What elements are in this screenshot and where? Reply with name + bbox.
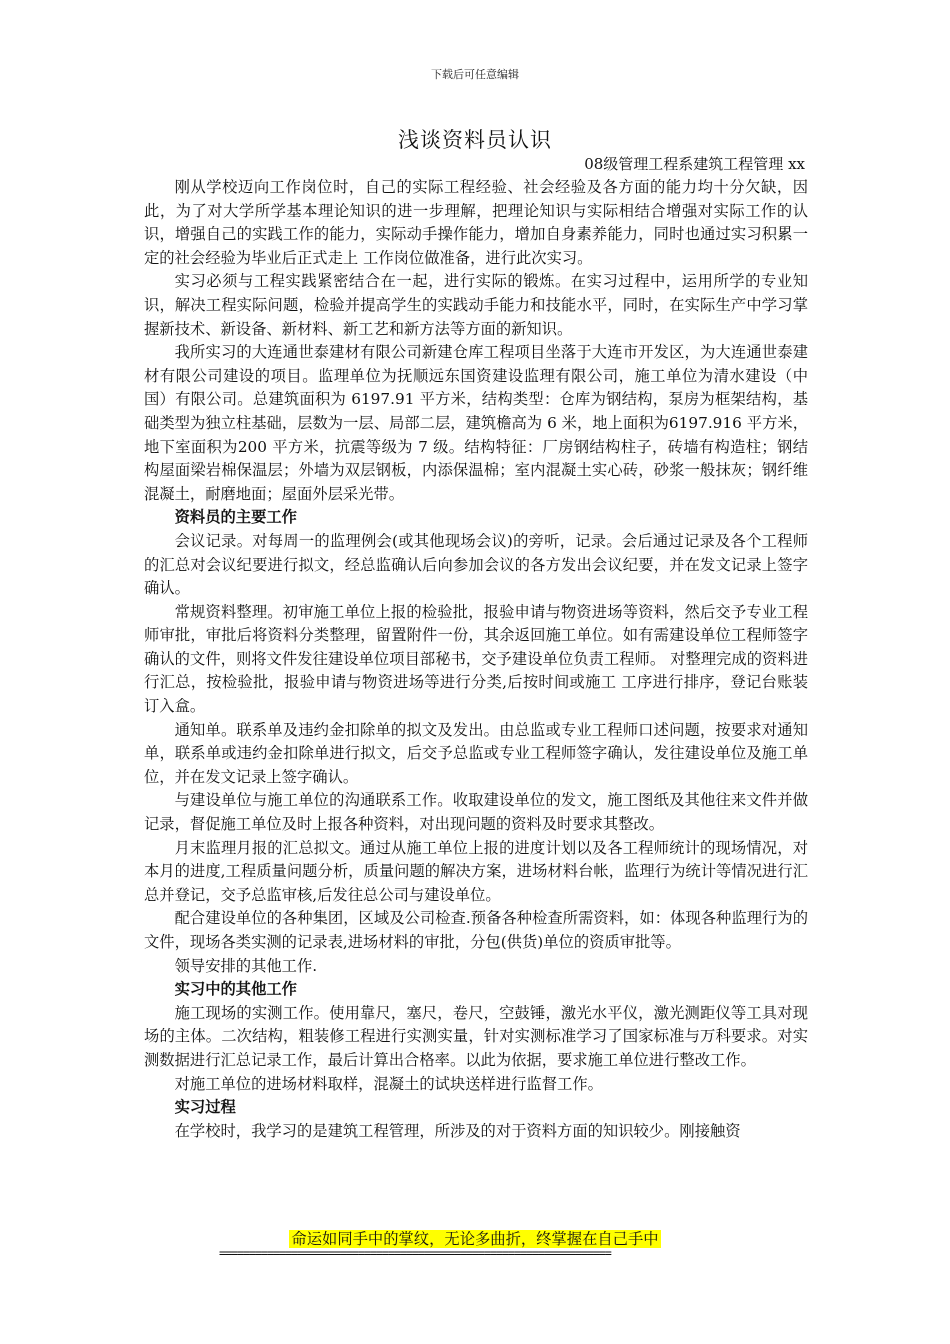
section-heading-other-work: 实习中的其他工作: [174, 980, 297, 999]
intro-paragraph: 我所实习的大连通世泰建材有限公司新建仓库工程项目坐落于大连市开发区，为大连通世泰建材有限公司建设的项目。监理单位为抚顺远东国资建设监理有限公司，施工单位为清水建设（中国）有限公司。总建筑面积为 6197.91 平方米，结构类型：仓库为钢结构，泵房为框架结构，基础类型为独立柱基础，层数为一层、局部二层，建筑檐高为 6 米，地上面积为6197.916 平方米，地下室面积为200 平方米，抗震等级为 7 级。结构特征：厂房钢结构柱子，砖墙有构造柱；钢结构屋面梁岩棉保温层；外墙为双层钢板，内添保温棉；室内混凝土实心砖，砂浆一般抹灰；钢纤维混凝土，耐磨地面；屋面外层采光带。: [144, 343, 808, 503]
section-heading-main-work: 资料员的主要工作: [174, 508, 297, 527]
section-paragraph: 领导安排的其他工作.: [174, 956, 318, 975]
section-paragraph: 月末监理月报的汇总拟文。通过从施工单位上报的进度计划以及各工程师统计的现场情况，对本月的进度,工程质量问题分析，质量问题的解决方案，进场材料台帐，监理行为统计等情况进行汇总并登记，交予总监审核,后发往总公司与建设单位。: [144, 838, 808, 904]
section-paragraph: 通知单。联系单及违约金扣除单的拟文及发出。由总监或专业工程师口述问题，按要求对通知单，联系单或违约金扣除单进行拟文，后交予总监或专业工程师签字确认，发往建设单位及施工单位，并在发文记录上签字确认。: [144, 720, 808, 786]
document-title: 浅谈资料员认识: [398, 128, 552, 152]
section-paragraph: 常规资料整理。初审施工单位上报的检验批，报验申请与物资进场等资料，然后交予专业工程师审批，审批后将资料分类整理，留置附件一份，其余返回施工单位。如有需建设单位工程师签字确认的文件，则将文件发往建设单位项目部秘书，交予建设单位负责工程师。 对整理完成的资料进行汇总，按检验批，报验申请与物资进场等进行分类,后按时间或施工 工序进行排序，登记台账装订入盒。: [144, 602, 808, 716]
section-paragraph: 施工现场的实测工作。使用靠尺，塞尺，卷尺，空鼓锤，激光水平仪，激光测距仪等工具对现场的主体。二次结构，粗装修工程进行实测实量，针对实测标准学习了国家标准与万科要求。对实测数据进行汇总记录工作，最后计算出合格率。以此为依据，要求施工单位进行整改工作。: [144, 1003, 808, 1069]
footer-banner: [0, 1227, 950, 1249]
section-paragraph: 在学校时，我学习的是建筑工程管理，所涉及的对于资料方面的知识较少。刚接触资: [174, 1121, 741, 1140]
page-header-note: 下载后可任意编辑: [431, 68, 519, 81]
section-paragraph: 对施工单位的进场材料取样，混凝土的试块送样进行监督工作。: [174, 1074, 603, 1093]
document-body: [144, 176, 808, 1143]
section-paragraph: 与建设单位与施工单位的沟通联系工作。收取建设单位的发文，施工图纸及其他往来文件并做记录，督促施工单位及时上报各种资料，对出现问题的资料及时要求其整改。: [144, 791, 808, 834]
intro-paragraph: 实习必须与工程实践紧密结合在一起，进行实际的锻炼。在实习过程中，运用所学的专业知识，解决工程实际问题，检验并提高学生的实践动手能力和技能水平，同时，在实际生产中学习掌握新技术、新设备、新材料、新工艺和新方法等方面的新知识。: [144, 272, 808, 338]
intro-paragraph: 刚从学校迈向工作岗位时，自己的实际工程经验、社会经验及各方面的能力均十分欠缺，因此，为了对大学所学基本理论知识的进一步理解，把理论知识与实际相结合增强对实际工作的认识，增强自己的实践工作的能力，实际动手操作能力，增加自身素养能力，同时也通过实习积累一定的社会经验为毕业后正式走上 工作岗位做准备，进行此次实习。: [144, 178, 808, 267]
section-heading-process: 实习过程: [174, 1098, 236, 1117]
footer-divider: =================================================================: [219, 1247, 611, 1259]
section-paragraph: 配合建设单位的各种集团，区域及公司检查.预备各种检查所需资料，如：体现各种监理行为的文件，现场各类实测的记录表,进场材料的审批，分包(供货)单位的资质审批等。: [144, 909, 808, 951]
section-paragraph: 会议记录。对每周一的监理例会(或其他现场会议)的旁听，记录。会后通过记录及各个工程师的汇总对会议纪要进行拟文，经总监确认后向参加会议的各方发出会议纪要，并在发文记录上签字确认。: [144, 531, 808, 598]
author-line: 08级管理工程系建筑工程管理 xx: [584, 155, 805, 173]
footer-banner-text: 命运如同手中的掌纹，无论多曲折，终掌握在自己手中: [291, 1230, 659, 1248]
